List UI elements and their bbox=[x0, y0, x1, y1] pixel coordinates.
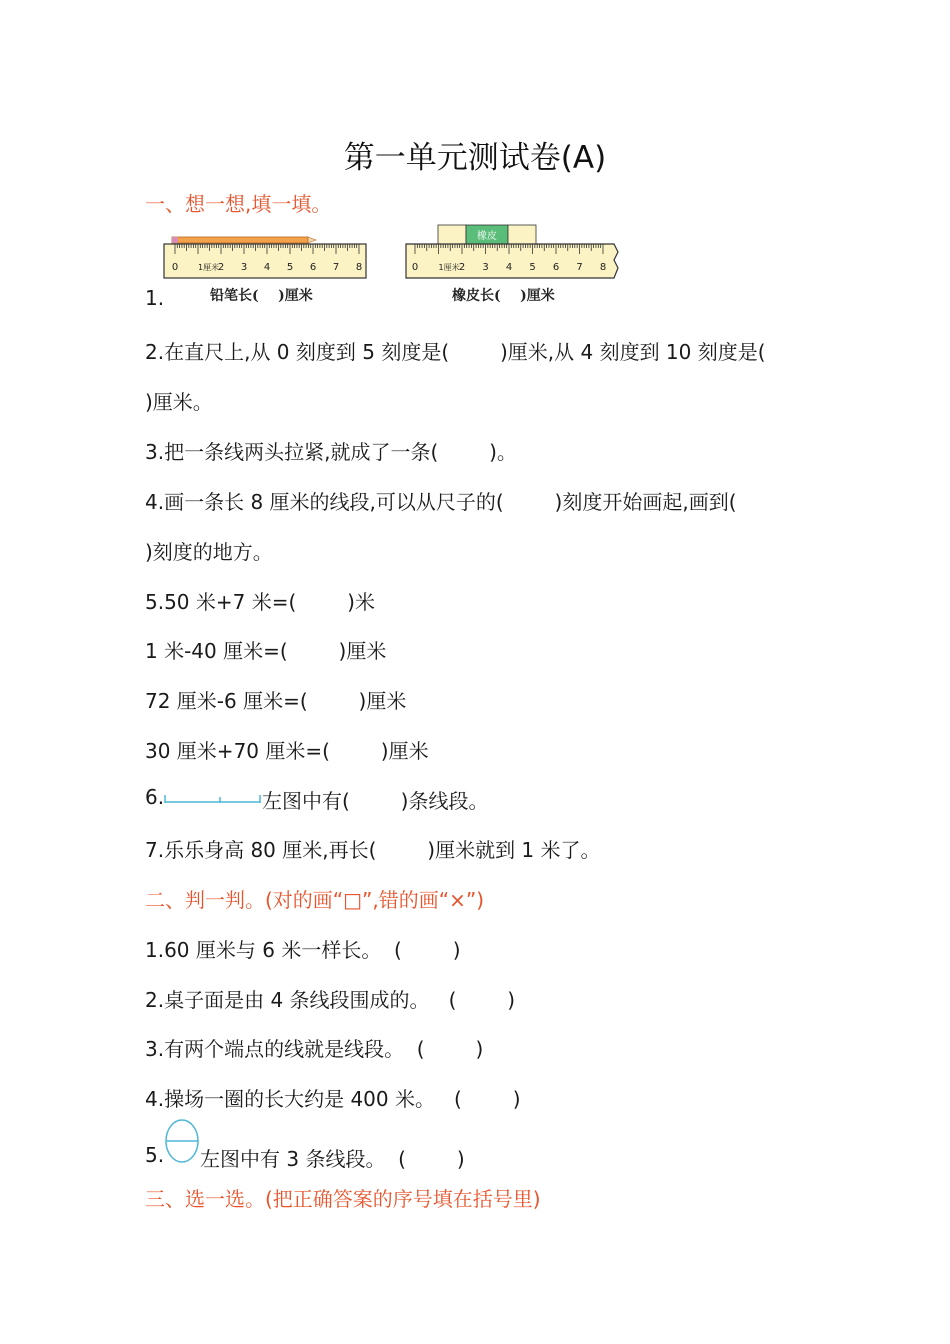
ruler-eraser-tick-label: 4 bbox=[505, 262, 513, 273]
ruler-pencil-caption: 铅笔长( )厘米 bbox=[210, 288, 313, 304]
ruler-eraser-icon bbox=[402, 222, 622, 282]
page-title: 第一单元测试卷(A) bbox=[343, 140, 607, 176]
question-1-number: 1. bbox=[145, 286, 165, 310]
question-2-line-2: )厘米。 bbox=[145, 390, 213, 414]
question-4-line-1: 4.画一条长 8 厘米的线段,可以从尺子的( )刻度开始画起,画到( bbox=[145, 490, 737, 514]
ruler-eraser-tick-label: 6 bbox=[552, 262, 560, 273]
question-6-text: 左图中有( )条线段。 bbox=[262, 789, 489, 813]
ruler-pencil-tick-label: 3 bbox=[240, 262, 248, 273]
ruler-eraser-tick-label: 2 bbox=[458, 262, 466, 273]
judge-2: 2.桌子面是由 4 条线段围成的。 ( ) bbox=[145, 988, 516, 1012]
ruler-pencil-tick-label: 0 bbox=[171, 262, 179, 273]
ruler-pencil-tick-label: 1厘米 bbox=[198, 263, 220, 272]
ruler-pencil-tick-label: 7 bbox=[332, 262, 340, 273]
ruler-eraser-tick-label: 7 bbox=[576, 262, 583, 273]
judge-5-text: 左图中有 3 条线段。 ( ) bbox=[200, 1147, 465, 1171]
question-2-line-1: 2.在直尺上,从 0 刻度到 5 刻度是( )厘米,从 4 刻度到 10 刻度是( bbox=[145, 340, 766, 364]
section-3-heading: 三、选一选。(把正确答案的序号填在括号里) bbox=[145, 1187, 541, 1211]
ruler-eraser-tick-label: 0 bbox=[411, 262, 419, 273]
question-6-number: 6. bbox=[145, 785, 165, 809]
ruler-eraser-tick-label: 5 bbox=[529, 262, 536, 273]
ruler-pencil-tick-label: 4 bbox=[263, 262, 271, 273]
ruler-pencil-icon bbox=[160, 234, 370, 282]
circle-figure-icon bbox=[164, 1118, 202, 1166]
judge-3: 3.有两个端点的线就是线段。 ( ) bbox=[145, 1037, 484, 1061]
question-4-line-2: )刻度的地方。 bbox=[145, 540, 273, 564]
question-5-b: 1 米-40 厘米=( )厘米 bbox=[145, 639, 387, 663]
question-7: 7.乐乐身高 80 厘米,再长( )厘米就到 1 米了。 bbox=[145, 838, 601, 862]
question-5-c: 72 厘米-6 厘米=( )厘米 bbox=[145, 689, 407, 713]
ruler-pencil-figure bbox=[160, 234, 370, 286]
ruler-eraser-caption: 橡皮长( )厘米 bbox=[452, 288, 555, 304]
judge-1: 1.60 厘米与 6 米一样长。 ( ) bbox=[145, 938, 461, 962]
ruler-eraser-tick-label: 1厘米 bbox=[438, 263, 460, 272]
judge-5-number: 5. bbox=[145, 1143, 165, 1167]
ruler-pencil-tick-label: 8 bbox=[355, 262, 363, 273]
ruler-pencil-tick-label: 5 bbox=[286, 262, 294, 273]
segment-figure-icon bbox=[164, 792, 262, 804]
question-5-d: 30 厘米+70 厘米=( )厘米 bbox=[145, 739, 429, 763]
ruler-eraser-figure bbox=[402, 222, 622, 286]
judge-4: 4.操场一圈的长大约是 400 米。 ( ) bbox=[145, 1087, 521, 1111]
question-3: 3.把一条线两头拉紧,就成了一条( )。 bbox=[145, 440, 517, 464]
eraser-label: 橡皮 bbox=[477, 231, 497, 242]
question-5-a: 5.50 米+7 米=( )米 bbox=[145, 590, 375, 614]
section-1-heading: 一、想一想,填一填。 bbox=[145, 192, 332, 216]
ruler-pencil-tick-label: 2 bbox=[217, 262, 225, 273]
ruler-pencil-tick-label: 6 bbox=[309, 262, 317, 273]
section-2-heading: 二、判一判。(对的画“□”,错的画“×”) bbox=[145, 888, 485, 912]
ruler-eraser-tick-label: 3 bbox=[482, 262, 489, 273]
ruler-eraser-tick-label: 8 bbox=[599, 262, 607, 273]
